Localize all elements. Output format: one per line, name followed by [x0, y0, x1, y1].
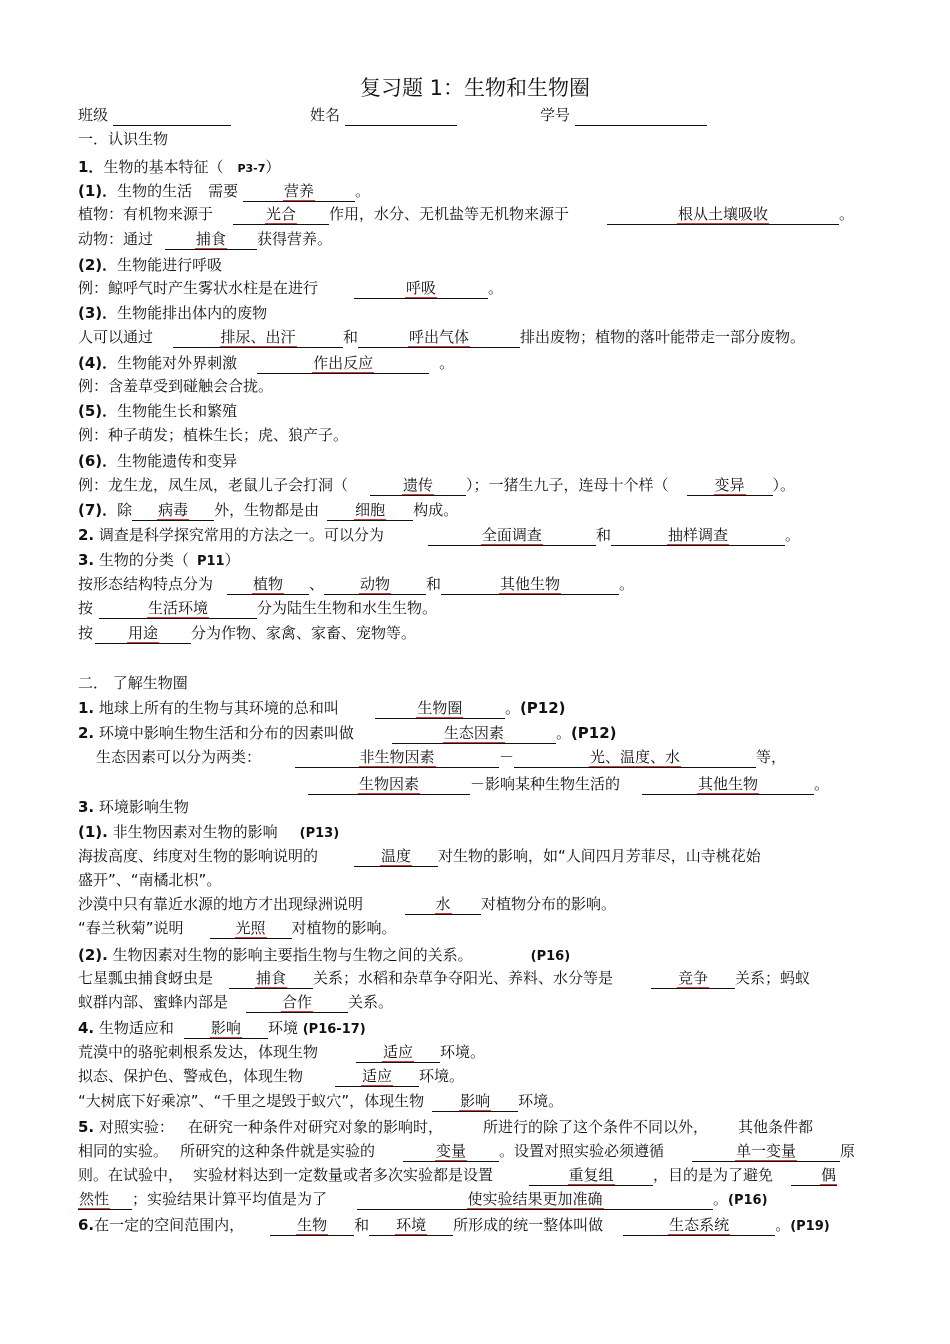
question-1-3: 3. 生物的分类（ P11）: [78, 551, 240, 569]
question-2-3-1: (1). 非生物因素对生物的影响 (P13): [78, 823, 340, 841]
answer-blank[interactable]: 排尿、出汗: [173, 327, 343, 348]
answer-blank[interactable]: 合作: [246, 992, 348, 1013]
question-2-1: 1. 地球上所有的生物与其环境的总和叫 生物圈 。(P12): [78, 699, 566, 717]
answer-blank[interactable]: 水: [405, 894, 481, 915]
answer-blank[interactable]: 变异: [687, 475, 773, 496]
answer-blank[interactable]: 生物: [270, 1215, 354, 1236]
answer-blank[interactable]: 光合: [233, 204, 329, 225]
animal-line: 动物：通过 捕食 获得营养。: [78, 230, 333, 248]
question-2-3: 3. 环境影响生物: [78, 798, 189, 816]
answer-blank[interactable]: 呼出气体: [358, 327, 520, 348]
answer-blank[interactable]: 捕食: [229, 968, 313, 989]
question-1-1-2: (2)．生物能进行呼吸: [78, 256, 223, 274]
answer-blank[interactable]: 适应: [356, 1042, 440, 1063]
eco-factors-1: 生态因素可以分为两类： 非生物因素 － 光、温度、水 等，: [96, 748, 787, 766]
answer-blank[interactable]: 光照: [210, 918, 292, 939]
answer-blank[interactable]: 作出反应: [257, 353, 429, 374]
desert-line: 沙漠中只有靠近水源的地方才出现绿洲说明 水 对植物分布的影响。: [78, 895, 617, 913]
mimicry-line: 拟态、保护色、警戒色，体现生物 适应 环境。: [78, 1067, 465, 1085]
camel-line: 荒漠中的骆驼刺根系发达，体现生物 适应 环境。: [78, 1043, 486, 1061]
answer-blank[interactable]: 温度: [354, 846, 438, 867]
question-2-5-line-4: 然性 ；实验结果计算平均值是为了 使实验结果更加准确 。(P16): [79, 1190, 768, 1208]
eco-factors-2: 生物因素 －影响某种生物生活的 其他生物 。: [308, 773, 829, 795]
answer-blank[interactable]: 偶: [791, 1165, 837, 1186]
answer-blank[interactable]: 使实验结果更加准确: [357, 1189, 713, 1210]
classification-2: 按 生活环境 分为陆生生物和水生生物。: [78, 599, 438, 617]
answer-blank[interactable]: 植物: [227, 574, 309, 595]
answer-blank[interactable]: 影响: [184, 1018, 268, 1039]
example-5: 例：种子萌发；植株生长；虎、狼产子。: [78, 426, 349, 444]
altitude-line-2: 盛开”、“南橘北枳”。: [78, 871, 222, 889]
ladybug-line: 七星瓢虫捕食蚜虫是 捕食 关系；水稻和杂草争夺阳光、养料、水分等是 竞争 关系；蚂蚁: [78, 969, 811, 987]
answer-blank[interactable]: 生态因素: [392, 723, 556, 744]
answer-blank[interactable]: 遗传: [370, 475, 466, 496]
example-2: 例：鲸呼气时产生雾状水柱是在进行 呼吸 。: [78, 279, 504, 297]
answer-blank[interactable]: 生物圈: [375, 698, 505, 719]
question-2-6: 6.在一定的空间范围内， 生物 和 环境 所形成的统一整体叫做 生态系统 。(P19): [78, 1216, 830, 1234]
answer-blank[interactable]: 光、温度、水: [514, 747, 756, 768]
question-1-1-3: (3)．生物能排出体内的废物: [78, 304, 268, 322]
answer-blank[interactable]: 全面调查: [428, 525, 596, 546]
altitude-line: 海拔高度、纬度对生物的影响说明的 温度 对生物的影响，如“人间四月芳菲尽，山寺桃花始: [78, 847, 761, 865]
answer-blank[interactable]: 然性: [78, 1189, 132, 1210]
answer-blank[interactable]: 其他生物: [642, 774, 814, 795]
answer-blank[interactable]: 生态系统: [623, 1215, 775, 1236]
id-row: [540, 104, 707, 126]
question-1-1-4: (4)．生物能对外界刺激 作出反应 。: [78, 354, 455, 372]
answer-blank[interactable]: 变量: [403, 1141, 499, 1162]
question-2-5-line-3: 则。在试验中， 实验材料达到一定数量或者多次实验都是设置 重复组 ，目的是为了避免 偶: [78, 1166, 837, 1184]
question-1-1: 1．生物的基本特征（ P3-7）: [78, 158, 281, 176]
question-2-5-line-2: 相同的实验。 所研究的这种条件就是实验的 变量 。设置对照实验必须遵循 单一变量 原: [78, 1142, 856, 1160]
question-2-3-2: (2). 生物因素对生物的影响主要指生物与生物之间的关系。 (P16): [78, 946, 571, 964]
answer-blank[interactable]: 环境: [369, 1215, 453, 1236]
answer-blank[interactable]: 细胞: [327, 500, 413, 521]
header-row: [78, 104, 231, 126]
classification-1: 按形态结构特点分为 植物 、 动物 和 其他生物 。: [78, 575, 635, 593]
answer-blank[interactable]: 生活环境: [99, 598, 257, 619]
ant-line: 蚁群内部、蜜蜂内部是 合作 关系。: [78, 993, 394, 1011]
section-2-heading: 二． 了解生物圈: [78, 674, 188, 692]
answer-blank[interactable]: 捕食: [165, 229, 257, 250]
example-4: 例：含羞草受到碰触会合拢。: [78, 377, 274, 395]
name-row: [310, 104, 457, 126]
orchid-line: “春兰秋菊”说明 光照 对植物的影响。: [78, 919, 397, 937]
name-field[interactable]: [345, 105, 457, 126]
classification-3: 按 用途 分为作物、家禽、家畜、宠物等。: [78, 624, 417, 642]
question-2-4: 4. 生物适应和 影响 环境 (P16-17): [78, 1019, 366, 1037]
name-label: 姓名: [310, 106, 341, 124]
question-1-2: 2. 调查是科学探究常用的方法之一。可以分为 全面调查 和 抽样调查 。: [78, 526, 800, 544]
question-1-1-5: (5)．生物能生长和繁殖: [78, 402, 238, 420]
tree-line: “大树底下好乘凉”、“千里之堤毁于蚁穴”，体现生物 影响 环境。: [78, 1092, 564, 1110]
plant-line: 植物：有机物来源于 光合 作用，水分、无机盐等无机物来源于 根从土壤吸收 。: [78, 205, 855, 223]
class-label: 班级: [78, 106, 109, 124]
answer-blank[interactable]: 呼吸: [354, 278, 488, 299]
answer-blank[interactable]: 单一变量: [692, 1141, 840, 1162]
answer-blank[interactable]: 影响: [432, 1091, 518, 1112]
answer-blank[interactable]: 非生物因素: [295, 747, 499, 768]
page-title: 复习题 1：生物和生物圈: [359, 76, 591, 100]
question-2-5: 5. 对照实验： 在研究一种条件对研究对象的影响时， 所进行的除了这个条件不同以外， 其他条件都: [78, 1118, 813, 1136]
question-1-1-6: (6)．生物能遗传和变异: [78, 452, 238, 470]
id-label: 学号: [540, 106, 571, 124]
answer-blank[interactable]: 动物: [324, 574, 426, 595]
example-3: 人可以通过 排尿、出汗 和 呼出气体 排出废物；植物的落叶能带走一部分废物。: [78, 328, 806, 346]
answer-blank[interactable]: 抽样调查: [611, 525, 785, 546]
id-field[interactable]: [575, 105, 707, 126]
section-1-heading: 一．认识生物: [78, 130, 169, 148]
answer-blank[interactable]: 营养: [243, 181, 355, 202]
question-1-1-1: (1)．生物的生活 需要 营养 。: [78, 182, 370, 200]
answer-blank[interactable]: 用途: [95, 623, 191, 644]
class-field[interactable]: [113, 105, 231, 126]
answer-blank[interactable]: 重复组: [529, 1165, 653, 1186]
question-2-2: 2. 环境中影响生物生活和分布的因素叫做 生态因素 。(P12): [78, 724, 617, 742]
question-1-1-7: (7)．除 病毒 外，生物都是由 细胞 构成。: [78, 501, 459, 519]
answer-blank[interactable]: 适应: [335, 1066, 419, 1087]
answer-blank[interactable]: 病毒: [132, 500, 214, 521]
answer-blank[interactable]: 根从土壤吸收: [607, 204, 839, 225]
answer-blank[interactable]: 生物因素: [308, 774, 470, 795]
example-6: 例：龙生龙，凤生凤，老鼠儿子会打洞（ 遗传 ）；一猪生九子，连母十个样（ 变异 ）。: [78, 476, 796, 494]
answer-blank[interactable]: 其他生物: [441, 574, 619, 595]
answer-blank[interactable]: 竞争: [651, 968, 735, 989]
